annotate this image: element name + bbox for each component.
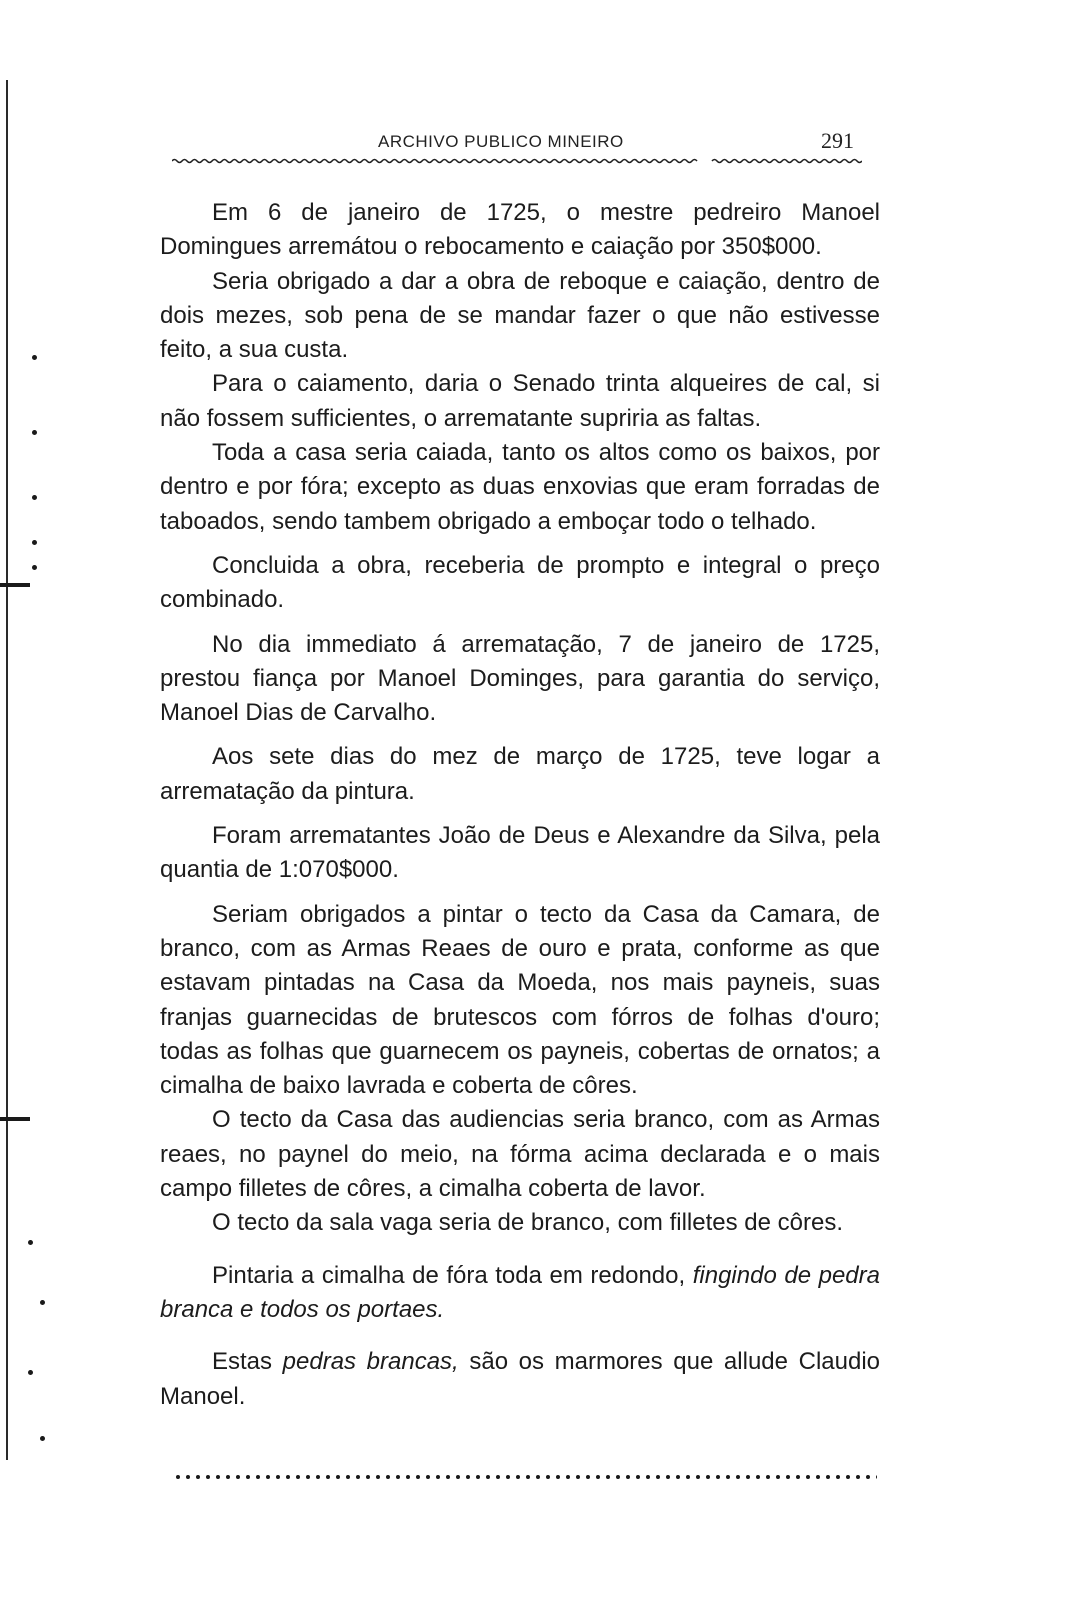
paragraph-italic-text: fingindo de pedra branca e todos os portaes. — [160, 1261, 880, 1323]
scan-edge-mark — [0, 583, 30, 587]
dotted-section-divider — [175, 1468, 877, 1476]
body-text — [160, 196, 880, 1414]
paragraph: Concluida a obra, receberia de prompto e integral o preço combinado. — [160, 551, 880, 614]
scan-speck — [40, 1436, 45, 1441]
paragraph: No dia immediato á arrematação, 7 de janeiro de 1725, prestou fiança por Manoel Dominges, para garantia do serviço, Manoel Dias de Carvalho. — [160, 630, 880, 727]
paragraph: Toda a casa seria caiada, tanto os altos como os baixos, por dentro e por fóra; excepto as duas enxovias que eram forradas de taboados, sendo tambem obrigado a emboçar todo o telhado. — [160, 439, 880, 535]
paragraph — [160, 1345, 880, 1414]
scan-speck — [32, 355, 37, 360]
paragraph — [160, 1259, 880, 1328]
paragraph: Para o caiamento, daria o Senado trinta alqueires de cal, si não fossem sufficientes, o arrematante supriria as faltas. — [160, 370, 880, 432]
paragraph: O tecto da Casa das audiencias seria branco, com as Armas reaes, no paynel do meio, na fórma acima declarada e o mais campo filletes de côres, a cimalha coberta de lavor. — [160, 1106, 880, 1203]
page-header — [160, 120, 880, 156]
paragraph: Seriam obrigados a pintar o tecto da Casa da Camara, de branco, com as Armas Reaes de ouro e prata, conforme as que estavam pintadas na Casa da Moeda, nos mais payneis, suas franjas guarnecidas de brutescos com fórros de folhas d'ouro; todas as folhas que guarnecem os payneis, cobertas de ornatos; a cimalha de baixo lavrada e coberta de côres. — [160, 900, 880, 1100]
scan-speck — [40, 1300, 45, 1305]
paragraph-italic-text: pedras brancas, — [282, 1348, 459, 1376]
paragraph-text: Pintaria a cimalha de fóra toda em redondo, — [212, 1261, 693, 1289]
scan-speck — [28, 1370, 33, 1375]
scan-speck — [32, 565, 37, 570]
scan-edge-line — [6, 80, 8, 1460]
scan-speck — [32, 495, 37, 500]
scan-speck — [32, 540, 37, 545]
paragraph-text: Estas — [212, 1348, 283, 1376]
scan-speck — [28, 1240, 33, 1245]
book-page — [160, 120, 880, 1414]
page-number: 291 — [821, 128, 854, 153]
paragraph: Aos sete dias do mez de março de 1725, teve logar a arrematação da pintura. — [160, 743, 880, 805]
scan-edge-mark — [0, 1117, 30, 1121]
paragraph: Foram arrematantes João de Deus e Alexandre da Silva, pela quantia de 1:070$000. — [160, 822, 880, 884]
running-title: ARCHIVO PUBLICO MINEIRO — [378, 132, 624, 151]
paragraph: Seria obrigado a dar a obra de reboque e caiação, dentro de dois mezes, sob pena de se mandar fazer o que não estivesse feito, a sua custa. — [160, 267, 880, 364]
paragraph-text: são os marmores que allude Claudio Manoel. — [160, 1348, 880, 1410]
header-wavy-rule — [172, 158, 862, 164]
paragraph: O tecto da sala vaga seria de branco, com filletes de côres. — [212, 1209, 843, 1237]
scan-speck — [32, 430, 37, 435]
paragraph: Em 6 de janeiro de 1725, o mestre pedreiro Manoel Domingues arremátou o rebocamento e caiação por 350$000. — [160, 199, 880, 261]
